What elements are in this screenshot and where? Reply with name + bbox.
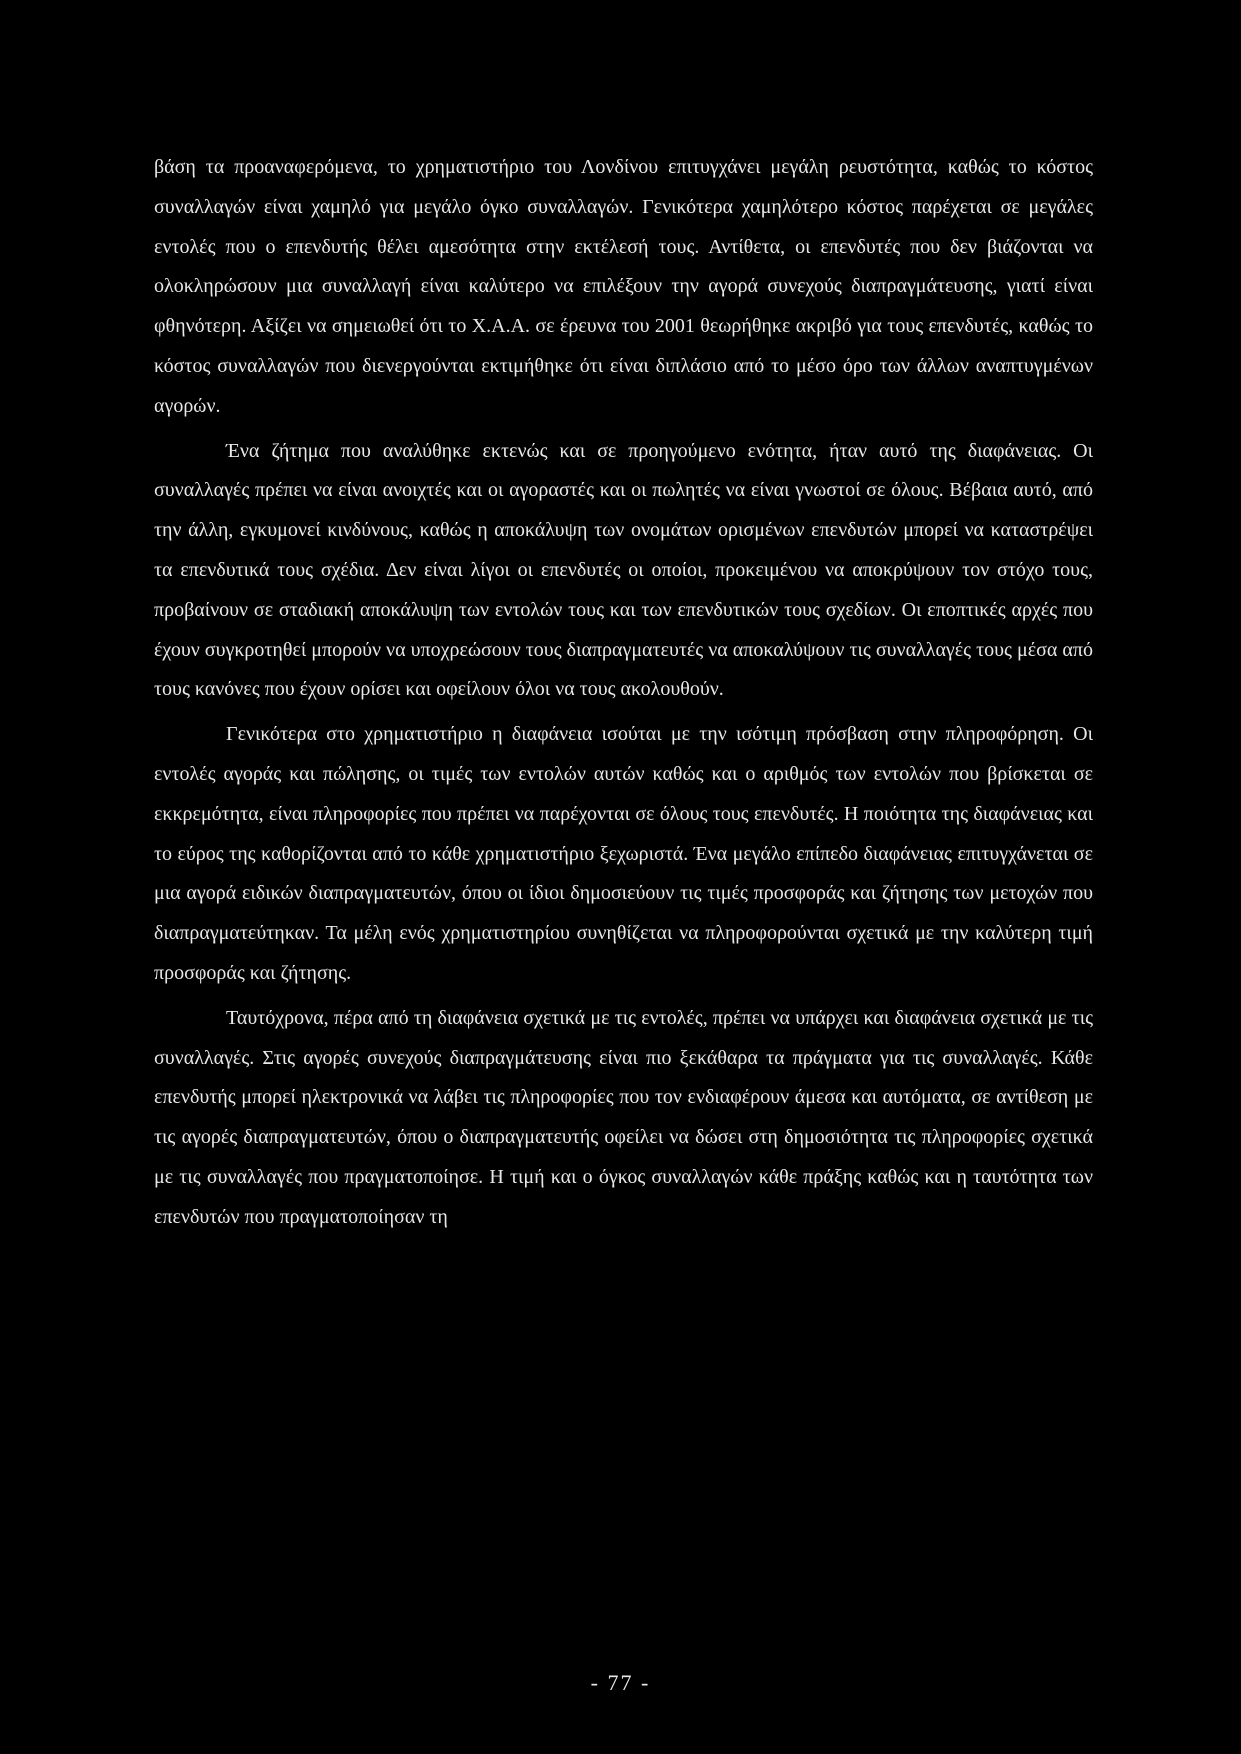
paragraph-1: βάση τα προαναφερόμενα, το χρηματιστήριο του Λονδίνου επιτυγχάνει μεγάλη ρευστότητα, καθώς το κόστος συναλλαγών είναι χαμηλό για μεγάλο όγκο συναλλαγών. Γενικότερα χαμηλότερο κόστος παρέχεται σε μεγάλες εντολές που ο επενδυτής θέλει αμεσότητα στην εκτέλεσή τους. Αντίθετα, οι επενδυτές που δεν βιάζονται να ολοκληρώσουν μια συναλλαγή είναι καλύτερο να επιλέξουν την αγορά συνεχούς διαπραγμάτευσης, γιατί είναι φθηνότερη. Αξίζει να σημειωθεί ότι το Χ.Α.Α. σε έρευνα του 2001 θεωρήθηκε ακριβό για τους επενδυτές, καθώς το κόστος συναλλαγών που διενεργούνται εκτιμήθηκε ότι είναι διπλάσιο από το μέσο όρο των άλλων αναπτυγμένων αγορών. bbox=[154, 156, 1093, 417]
page-number: - 77 - bbox=[590, 1670, 651, 1695]
paragraph-3: Γενικότερα στο χρηματιστήριο η διαφάνεια ισούται με την ισότιμη πρόσβαση στην πληροφόρηση. Οι εντολές αγοράς και πώλησης, οι τιμές των εντολών αυτών καθώς και ο αριθμός των εντολών που βρίσκεται σε εκκρεμότητα, είναι πληροφορίες που πρέπει να παρέχονται σε όλους τους επενδυτές. Η ποιότητα της διαφάνειας και το εύρος της καθορίζονται από το κάθε χρηματιστήριο ξεχωριστά. Ένα μεγάλο επίπεδο διαφάνειας επιτυγχάνεται σε μια αγορά ειδικών διαπραγματευτών, όπου οι ίδιοι δημοσιεύουν τις τιμές προσφοράς και ζήτησης των μετοχών που διαπραγματεύτηκαν. Τα μέλη ενός χρηματιστηρίου συνηθίζεται να πληροφορούνται σχετικά με την καλύτερη τιμή προσφοράς και ζήτησης. bbox=[154, 723, 1093, 984]
paragraph-2: Ένα ζήτημα που αναλύθηκε εκτενώς και σε προηγούμενο ενότητα, ήταν αυτό της διαφάνειας. Οι συναλλαγές πρέπει να είναι ανοιχτές και οι αγοραστές και οι πωλητές να είναι γνωστοί σε όλους. Βέβαια αυτό, από την άλλη, εγκυμονεί κινδύνους, καθώς η αποκάλυψη των ονομάτων ορισμένων επενδυτών μπορεί να καταστρέψει τα επενδυτικά τους σχέδια. Δεν είναι λίγοι οι επενδυτές οι οποίοι, προκειμένου να αποκρύψουν τον στόχο τους, προβαίνουν σε σταδιακή αποκάλυψη των εντολών τους και των επενδυτικών τους σχεδίων. Οι εποπτικές αρχές που έχουν συγκροτηθεί μπορούν να υποχρεώσουν τους διαπραγματευτές να αποκαλύψουν τις συναλλαγές τους μέσα από τους κανόνες που έχουν ορίσει και οφείλουν όλοι να τους ακολουθούν. bbox=[154, 439, 1093, 701]
document-page bbox=[154, 148, 1093, 1243]
paragraph-4: Ταυτόχρονα, πέρα από τη διαφάνεια σχετικά με τις εντολές, πρέπει να υπάρχει και διαφάνεια σχετικά με τις συναλλαγές. Στις αγορές συνεχούς διαπραγμάτευσης είναι πιο ξεκάθαρα τα πράγματα για τις συναλλαγές. Κάθε επενδυτής μπορεί ηλεκτρονικά να λάβει τις πληροφορίες που τον ενδιαφέρουν άμεσα και αυτόματα, σε αντίθεση με τις αγορές διαπραγματευτών, όπου ο διαπραγματευτής οφείλει να δώσει στη δημοσιότητα τις πληροφορίες σχετικά με τις συναλλαγές που πραγματοποίησε. Η τιμή και ο όγκος συναλλαγών κάθε πράξης καθώς και η ταυτότητα των επενδυτών που πραγματοποίησαν τη bbox=[154, 1006, 1093, 1228]
